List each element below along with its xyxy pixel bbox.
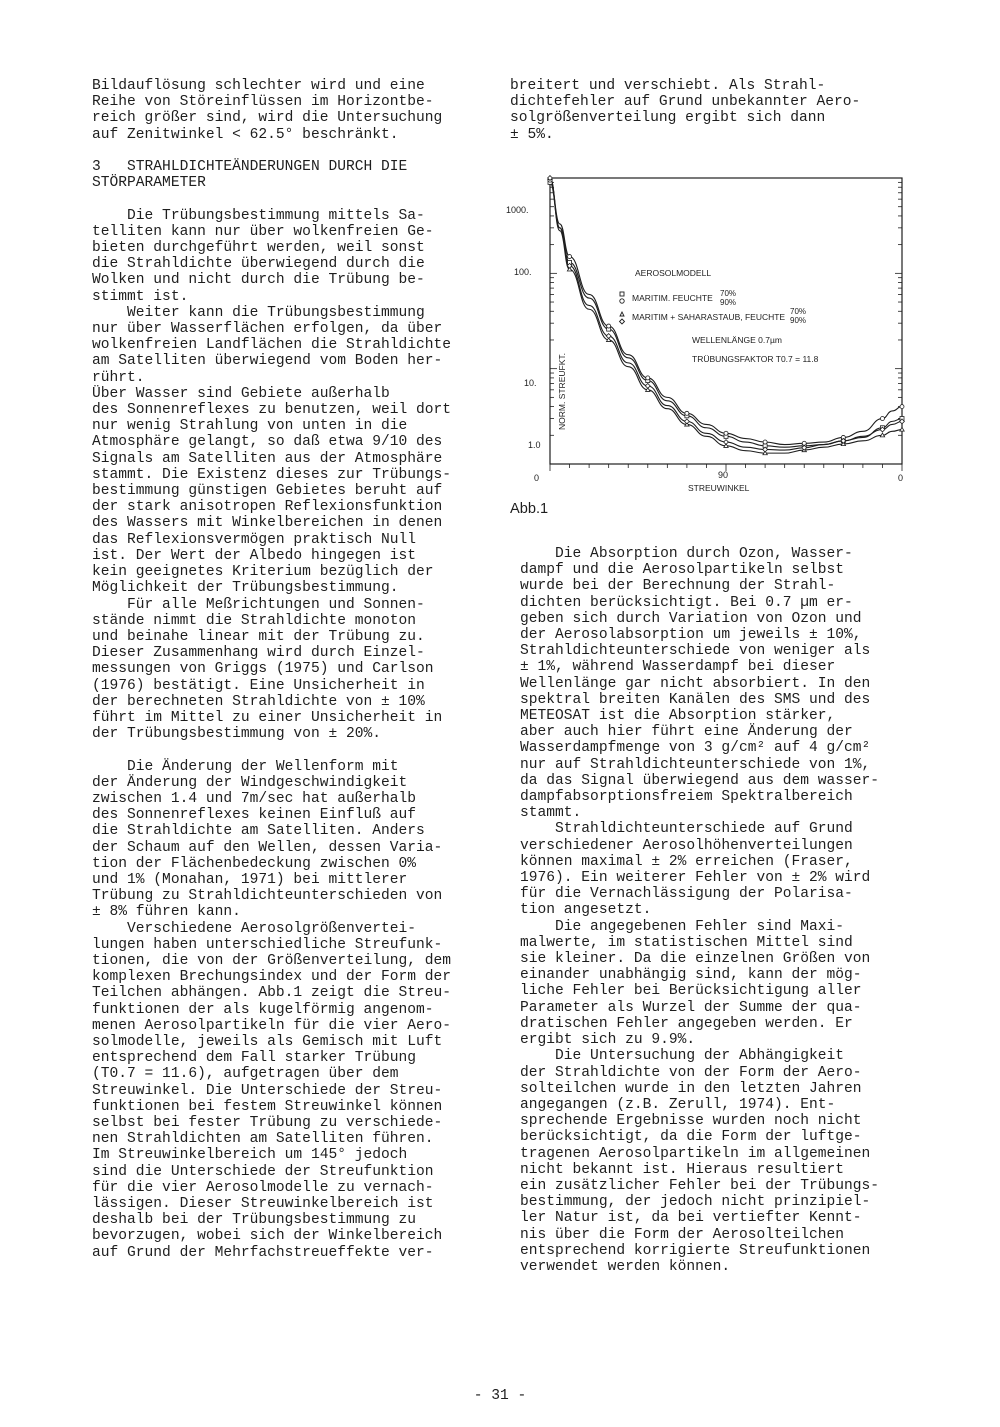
text-line: wolkenfreien Landflächen die Strahldichte	[92, 337, 452, 354]
text-line: nur auf Strahldichteunterschiede von 1%,	[520, 756, 871, 773]
text-line: ergibt sich zu 9.9%.	[520, 1032, 696, 1049]
triangle-marker-icon	[620, 312, 624, 316]
wavelength-label: WELLENLÄNGE 0.7µm	[692, 335, 782, 345]
figure-caption: Abb.1	[510, 501, 549, 517]
text-line: lässigen. Dieser Streuwinkelbereich ist	[92, 1196, 434, 1213]
text-line: angegangen (z.B. Zerull, 1974). Ent-	[520, 1096, 836, 1113]
legend-entry-2-text: MARITIM + SAHARASTAUB, FEUCHTE	[632, 312, 786, 322]
text-line: (T0.7 = 11.6), aufgetragen über dem	[92, 1066, 399, 1083]
text-line: Strahldichteunterschiede auf Grund	[520, 821, 853, 838]
axis-ticks	[550, 182, 902, 471]
x-axis-label: STREUWINKEL	[688, 483, 750, 493]
text-line: nen Strahldichten am Satelliten führen.	[92, 1131, 434, 1148]
text-line: des Sonnenreflexes zu benutzen, weil dort	[92, 402, 452, 419]
text-line: solgrößenverteilung ergibt sich dann	[510, 110, 826, 127]
left-column	[92, 78, 492, 1261]
legend-entry-1	[620, 289, 736, 307]
legend-entry-2-pct-top: 70%	[790, 307, 807, 316]
legend-entry-1-pct-top: 70%	[720, 289, 737, 298]
ytick-label-1: 1.0	[528, 440, 541, 450]
text-line: aber auch hier führt eine Änderung der	[520, 724, 853, 741]
text-line	[92, 742, 492, 758]
text-line: ± 1%, während Wasserdampf bei dieser	[520, 659, 836, 676]
text-line: dampf und die Aerosolpartikeln selbst	[520, 562, 845, 579]
text-line: deshalb bei der Trübungsbestimmung zu	[92, 1212, 417, 1229]
text-line: malwerte, im statistischen Mittel sind	[520, 934, 853, 951]
text-line: entsprechend korrigierte Streufunktionen	[520, 1242, 871, 1259]
text-line: Möglichkeit der Trübungsbestimmung.	[92, 580, 399, 597]
square-marker-icon	[620, 292, 624, 296]
data-point-circle	[900, 405, 904, 409]
text-line: führt im Mittel zu einer Unsicherheit in	[92, 709, 443, 726]
legend-entry-1-pct-bottom: 90%	[720, 298, 737, 307]
text-line: sie kleiner. Da die einzelnen Größen von	[520, 951, 871, 968]
circle-marker-icon	[620, 299, 624, 303]
text-line: solmodelle, jeweils als Gemisch mit Luft	[92, 1033, 443, 1050]
data-point-circle	[880, 417, 884, 421]
text-line: ist. Der Wert der Albedo hingegen ist	[92, 547, 417, 564]
text-line: auf Grund der Mehrfachstreueffekte ver-	[92, 1244, 434, 1261]
data-point-circle	[646, 376, 650, 380]
text-line: Parameter als Wurzel der Summe der qua-	[520, 999, 862, 1016]
text-line: (1976) bestätigt. Eine Unsicherheit in	[92, 677, 425, 694]
text-line: des Wassers mit Winkelbereichen in denen	[92, 515, 443, 532]
ytick-label-10: 10.	[524, 378, 537, 388]
text-line: liche Fehler bei Berücksichtigung aller	[520, 983, 862, 1000]
scattering-function-chart	[500, 168, 920, 528]
text-line: Bildauflösung schlechter wird und eine	[92, 78, 425, 94]
data-point-circle	[568, 255, 572, 259]
text-line: auf Zenitwinkel < 62.5° beschränkt.	[92, 126, 399, 143]
text-line: funktionen der als kugelförmig angenom-	[92, 1001, 434, 1018]
data-point-triangle	[880, 433, 884, 437]
text-line: Strahldichteunterschiede von weniger als	[520, 643, 871, 660]
data-point-triangle	[900, 427, 904, 431]
right-column-top	[510, 78, 930, 143]
legend-entry-2	[620, 307, 807, 325]
text-line: da das Signal überwiegend aus dem wasser-	[520, 772, 880, 789]
text-line: berücksichtigt, da die Form der luftge-	[520, 1129, 862, 1146]
text-line: Verschiedene Aerosolgrößenvertei-	[92, 920, 417, 937]
text-line: Streuwinkel. Die Unterschiede der Streu-	[92, 1082, 443, 1099]
text-line: und 1% (Monahan, 1971) bei mittlerer	[92, 871, 408, 888]
diamond-marker-icon	[620, 319, 625, 324]
text-line: Wasserdampfmenge von 3 g/cm² auf 4 g/cm²	[520, 740, 871, 757]
text-line: nicht bekannt ist. Hieraus resultiert	[520, 1161, 845, 1178]
ytick-label-1000: 1000.	[506, 205, 529, 215]
text-line: stände nimmt die Strahldichte monoton	[92, 612, 417, 629]
data-point-circle	[802, 441, 806, 445]
text-line: selbst bei fester Trübung zu verschiede-	[92, 1115, 443, 1131]
text-line: ler Natur ist, da bei vertiefter Kennt-	[520, 1210, 862, 1227]
text-line: METEOSAT ist die Absorption stärker,	[520, 708, 836, 725]
text-line: bevorzugen, wobei sich der Winkelbereich	[92, 1228, 443, 1245]
text-line: verschiedener Aerosolhöhenverteilungen	[520, 837, 853, 854]
text-line: Trübung zu Strahldichteunterschieden von	[92, 888, 443, 905]
text-line: am Satelliten überwiegend vom Boden her-	[92, 353, 443, 370]
text-line: der Aerosolabsorption um jeweils ± 10%,	[520, 627, 862, 644]
text-line: Für alle Meßrichtungen und Sonnen-	[92, 596, 425, 613]
text-line: tionen, die von der Größenverteilung, dem	[92, 952, 452, 969]
text-line: Im Streuwinkelbereich um 145° jedoch	[92, 1147, 408, 1164]
xtick-label-90: 90	[718, 470, 729, 480]
text-line: der Strahldichte von der Form der Aero-	[520, 1064, 862, 1081]
text-line: können maximal ± 2% erreichen (Fraser,	[520, 853, 853, 870]
text-line: sprechende Ergebnisse wurden noch nicht	[520, 1113, 862, 1130]
text-line: sind die Unterschiede der Streufunktion	[92, 1163, 434, 1180]
data-point-diamond	[606, 334, 611, 339]
text-line: Reihe von Störeinflüssen im Horizontbe-	[92, 94, 434, 111]
text-line: tragenen Aerosolpartikeln im allgemeinen	[520, 1145, 871, 1162]
text-line: STÖRPARAMETER	[92, 175, 206, 192]
text-line: tion angesetzt.	[520, 902, 652, 919]
text-line: der berechneten Strahldichte von ± 10%	[92, 693, 425, 710]
text-line: Weiter kann die Trübungsbestimmung	[92, 304, 425, 321]
text-line: das Reflexionsvermögen praktisch Null	[92, 531, 417, 548]
text-line: Wellenlänge gar nicht absorbiert. In den	[520, 675, 871, 692]
text-line: des Sonnenreflexes keinen Einfluß auf	[92, 807, 417, 824]
text-line	[92, 191, 492, 207]
text-line: tion der Flächenbedeckung zwischen 0%	[92, 855, 417, 872]
text-line: ± 5%.	[510, 126, 554, 143]
text-line: und beinahe linear mit der Trübung zu.	[92, 628, 425, 645]
text-line: der Änderung der Windgeschwindigkeit	[92, 774, 408, 791]
text-line: lungen haben unterschiedliche Streufunk-	[92, 936, 443, 953]
text-line: die Strahldichte überwiegend durch die	[92, 256, 425, 273]
text-line: dampfabsorptionsfreiem Spektralbereich	[520, 789, 853, 806]
turbidity-label: TRÜBUNGSFAKTOR T0.7 = 11.8	[692, 354, 819, 364]
legend-title: AEROSOLMODELL	[635, 268, 712, 278]
text-line: funktionen bei festem Streuwinkel können	[92, 1098, 443, 1115]
text-line: Die Trübungsbestimmung mittels Sa-	[92, 207, 425, 224]
text-line: geben sich durch Variation von Ozon und	[520, 610, 862, 627]
y-axis-label: NORM. STREUFKT.	[557, 353, 567, 430]
text-line: bestimmung, der jedoch nicht prinzipiel-	[520, 1194, 871, 1211]
legend-entry-2-pct-bottom: 90%	[790, 316, 807, 325]
text-line: nur wenig Strahlung von unten in die	[92, 418, 408, 435]
text-line: Signals am Satelliten aus der Atmosphäre	[92, 450, 443, 467]
text-line: der Schaum auf den Wellen, dessen Varia-	[92, 839, 443, 856]
xtick-label-180: 0	[898, 473, 904, 483]
data-point-diamond	[724, 440, 729, 445]
text-line	[92, 143, 492, 159]
text-line: spektral breiten Kanälen des SMS und des	[520, 691, 871, 708]
text-line: die Strahldichte am Satelliten. Anders	[92, 823, 425, 840]
legend-entry-1-text: MARITIM. FEUCHTE	[632, 293, 713, 303]
text-line: stammt. Die Existenz dieses zur Trübungs-	[92, 466, 452, 483]
text-line: Teilchen abhängen. Abb.1 zeigt die Streu-	[92, 985, 452, 1002]
text-line: Die Änderung der Wellenform mit	[92, 758, 399, 775]
text-line: nur über Wasserflächen erfolgen, da über	[92, 321, 443, 338]
text-line: verwendet werden können.	[520, 1258, 731, 1275]
text-line: dratischen Fehler angegeben werden. Er	[520, 1015, 853, 1032]
text-line: dichtefehler auf Grund unbekannter Aero-	[510, 94, 861, 111]
text-line: einander unabhängig sind, kann der mög-	[520, 967, 862, 984]
data-point-diamond	[684, 419, 689, 424]
text-line: der stark anisotropen Reflexionsfunktion	[92, 499, 443, 516]
text-line: kein geeignetes Kriterium bezüglich der	[92, 564, 434, 581]
text-line: rührt.	[92, 369, 145, 386]
text-line: Über Wasser sind Gebiete außerhalb	[92, 385, 390, 402]
text-line: zwischen 1.4 und 7m/sec hat außerhalb	[92, 790, 417, 807]
text-line: ein zusätzlicher Fehler bei der Trübungs-	[520, 1177, 880, 1194]
text-line: telliten kann nur über wolkenfreien Ge-	[92, 223, 434, 240]
text-line: Dieser Zusammenhang wird durch Einzel-	[92, 645, 425, 662]
text-line: nis über die Form der Aerosolteilchen	[520, 1226, 845, 1243]
text-line: Die Absorption durch Ozon, Wasser-	[520, 546, 853, 562]
xtick-label-0: 0	[534, 473, 540, 483]
text-line: menen Aerosolpartikeln für die vier Aero-	[92, 1017, 452, 1034]
data-point-circle	[685, 411, 689, 415]
text-line: stammt.	[520, 805, 582, 822]
figure-abb1	[500, 168, 920, 528]
text-line: solteilchen wurde in den letzten Jahren	[520, 1080, 862, 1097]
text-line: ± 8% führen kann.	[92, 904, 241, 921]
text-line: Atmosphäre gelangt, so daß etwa 9/10 des	[92, 434, 443, 451]
text-line: komplexen Brechungsindex und der Form der	[92, 969, 452, 986]
text-line: dichten berücksichtigt. Bei 0.7 µm er-	[520, 594, 853, 611]
right-column-body	[520, 546, 940, 1275]
text-line: Die Untersuchung der Abhängigkeit	[520, 1048, 845, 1065]
text-line: entsprechend dem Fall starker Trübung	[92, 1050, 417, 1067]
text-line: bestimmung günstigen Gebietes beruht auf	[92, 483, 443, 500]
text-line: 3 STRAHLDICHTEÄNDERUNGEN DURCH DIE	[92, 159, 408, 176]
text-line: 1976). Ein weiterer Fehler von ± 2% wird	[520, 870, 871, 887]
text-line: stimmt ist.	[92, 288, 189, 305]
text-line: breitert und verschiebt. Als Strahl-	[510, 78, 826, 94]
text-line: reich größer sind, wird die Untersuchung	[92, 110, 443, 127]
text-line: bieten durchgeführt werden, weil sonst	[92, 240, 425, 257]
text-line: Wolken und nicht durch die Trübung be-	[92, 272, 425, 289]
text-line: Die angegebenen Fehler sind Maxi-	[520, 918, 845, 935]
data-point-circle	[607, 324, 611, 328]
text-line: der Trübungsbestimmung von ± 20%.	[92, 726, 382, 743]
data-point-circle	[724, 431, 728, 435]
data-point-circle	[763, 440, 767, 444]
ytick-label-100: 100.	[514, 267, 532, 277]
page-number: - 31 -	[473, 1388, 527, 1404]
data-point-diamond	[645, 383, 650, 388]
text-line: wurde bei der Berechnung der Strahl-	[520, 578, 836, 595]
text-line: für die vier Aerosolmodelle zu vernach-	[92, 1179, 434, 1196]
text-line: messungen von Griggs (1975) und Carlson	[92, 661, 434, 678]
text-line: für die Vernachlässigung der Polarisa-	[520, 886, 853, 903]
